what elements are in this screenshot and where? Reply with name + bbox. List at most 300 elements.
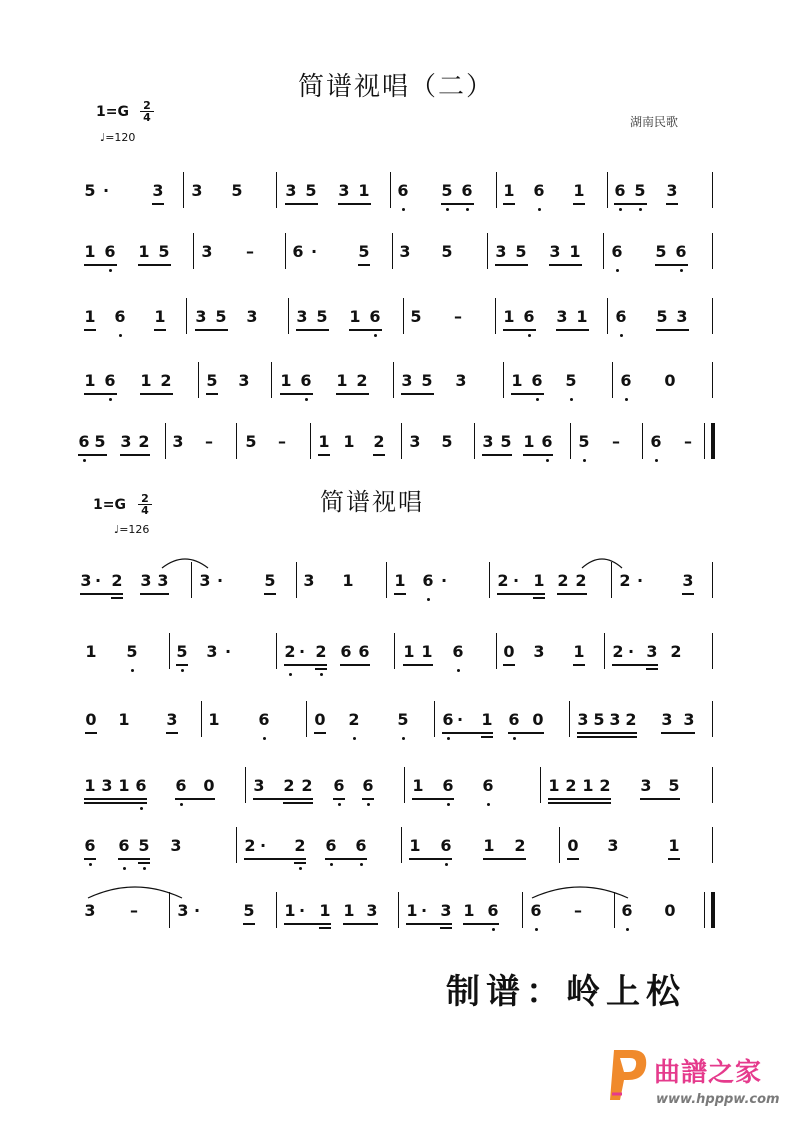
note-glyph: 1	[582, 776, 594, 795]
beam-underline	[138, 264, 171, 266]
barline	[712, 767, 713, 803]
note-glyph: 2	[294, 836, 306, 855]
beam-underline	[394, 593, 406, 595]
tie-arc	[530, 882, 630, 900]
note-glyph: 3	[440, 901, 452, 920]
notation-row	[0, 180, 792, 216]
note-glyph: 5	[565, 371, 577, 390]
note-glyph: 1	[548, 776, 560, 795]
beam-underline	[206, 393, 218, 395]
note-glyph: 0	[532, 710, 544, 729]
note-glyph: 1	[412, 776, 424, 795]
beam-underline	[548, 798, 611, 800]
beam-underline	[111, 597, 123, 599]
beam-underline	[285, 203, 318, 205]
note-glyph: 6	[611, 242, 623, 261]
octave-dot	[181, 669, 184, 672]
octave-dot	[538, 208, 541, 211]
note-glyph: 1	[483, 836, 495, 855]
note-glyph: 1	[394, 571, 406, 590]
octave-dot	[445, 863, 448, 866]
octave-dot	[535, 928, 538, 931]
octave-dot	[320, 673, 323, 676]
note-glyph: 6	[508, 710, 520, 729]
octave-dot	[583, 459, 586, 462]
beam-underline	[315, 668, 327, 670]
octave-dot	[620, 334, 623, 337]
note-glyph: 1	[668, 836, 680, 855]
note-glyph: 2	[625, 710, 637, 729]
note-glyph: 6	[442, 776, 454, 795]
note-glyph: 5	[126, 642, 138, 661]
quarter-note-icon: ♩	[114, 523, 120, 536]
octave-dot	[457, 669, 460, 672]
beam-underline	[441, 203, 474, 205]
tempo-marking: ♩=126	[114, 523, 150, 536]
note-glyph: –	[454, 307, 462, 326]
note-glyph: 6	[650, 432, 662, 451]
beam-underline	[440, 927, 452, 929]
octave-dot	[655, 459, 658, 462]
note-glyph: 2	[284, 642, 296, 661]
beam-underline	[336, 393, 369, 395]
beam-underline	[511, 393, 544, 395]
note-glyph: 5	[243, 901, 255, 920]
beam-underline	[319, 927, 331, 929]
note-glyph: 6	[362, 776, 374, 795]
note-glyph: –	[246, 242, 254, 261]
octave-dot	[330, 863, 333, 866]
octave-dot	[140, 807, 143, 810]
note-glyph: 6	[104, 242, 116, 261]
note-glyph: 3	[666, 181, 678, 200]
note-glyph: 1	[84, 307, 96, 326]
note-glyph: 6	[620, 371, 632, 390]
note-glyph: 1	[343, 901, 355, 920]
barline	[489, 562, 490, 598]
time-signature: 2 4	[140, 100, 154, 123]
beam-underline	[253, 798, 313, 800]
beam-underline	[118, 858, 150, 860]
beam-underline	[243, 923, 255, 925]
note-glyph: 3	[303, 571, 315, 590]
note-glyph: 0	[314, 710, 326, 729]
note-glyph: 5	[634, 181, 646, 200]
note-glyph: 6	[675, 242, 687, 261]
arranger-signature: 制谱：岭上松	[446, 972, 686, 1012]
final-barline	[704, 892, 715, 928]
note-glyph: 2	[557, 571, 569, 590]
barline	[198, 362, 199, 398]
beam-underline	[668, 858, 680, 860]
beam-underline	[333, 798, 345, 800]
note-glyph: 3	[152, 181, 164, 200]
beam-underline	[640, 798, 680, 800]
barline	[276, 172, 277, 208]
note-glyph: 3	[409, 432, 421, 451]
octave-dot	[299, 867, 302, 870]
note-glyph: 3	[172, 432, 184, 451]
barline	[404, 767, 405, 803]
beam-underline	[508, 732, 544, 734]
barline	[603, 233, 604, 269]
note-glyph: 5	[397, 710, 409, 729]
note-glyph: 1	[343, 432, 355, 451]
barline	[271, 362, 272, 398]
note-glyph: 2	[599, 776, 611, 795]
beam-underline	[577, 736, 637, 738]
note-glyph: 5	[410, 307, 422, 326]
beam-underline	[244, 858, 306, 860]
note-glyph: 3	[682, 571, 694, 590]
barline	[495, 298, 496, 334]
barline	[165, 423, 166, 459]
beam-underline	[556, 329, 589, 331]
beam-underline	[84, 802, 147, 804]
barline	[394, 633, 395, 669]
note-glyph: 1	[319, 901, 331, 920]
notation-row	[0, 641, 792, 677]
octave-dot	[367, 803, 370, 806]
tempo-marking: ♩=120	[100, 131, 136, 144]
beam-underline	[314, 732, 326, 734]
barline	[712, 827, 713, 863]
note-glyph: 1	[481, 710, 493, 729]
beam-underline	[661, 732, 695, 734]
note-glyph: 6	[615, 307, 627, 326]
note-glyph: 1	[118, 776, 130, 795]
song-origin: 湖南民歌	[630, 115, 679, 129]
octave-dot	[143, 867, 146, 870]
note-glyph: 3	[455, 371, 467, 390]
beam-underline	[80, 593, 123, 595]
octave-dot	[619, 208, 622, 211]
notation-row	[0, 570, 792, 606]
barline	[403, 298, 404, 334]
note-glyph: 3	[609, 710, 621, 729]
score-title: 简谱视唱	[320, 488, 424, 516]
note-glyph: –	[574, 901, 582, 920]
barline	[201, 701, 202, 737]
note-glyph: 2	[356, 371, 368, 390]
barline	[569, 701, 570, 737]
barline	[401, 827, 402, 863]
note-glyph: 5	[500, 432, 512, 451]
note-glyph: –	[130, 901, 138, 920]
note-glyph: 6	[325, 836, 337, 855]
note-glyph: 1	[85, 642, 97, 661]
beam-underline	[138, 862, 150, 864]
octave-dot	[263, 737, 266, 740]
note-glyph: 5	[441, 432, 453, 451]
beam-underline	[682, 593, 694, 595]
note-glyph: ·	[420, 901, 428, 920]
note-glyph: 5	[138, 836, 150, 855]
note-glyph: 1	[336, 371, 348, 390]
octave-dot	[402, 737, 405, 740]
beam-underline	[403, 664, 433, 666]
note-glyph: 2	[315, 642, 327, 661]
note-glyph: 6	[104, 371, 116, 390]
note-glyph: 3	[238, 371, 250, 390]
note-glyph: 2	[111, 571, 123, 590]
barline	[236, 827, 237, 863]
barline	[712, 233, 713, 269]
octave-dot	[180, 803, 183, 806]
quarter-note-icon: ♩	[100, 131, 106, 144]
note-glyph: 2	[301, 776, 313, 795]
barline	[386, 562, 387, 598]
beam-underline	[84, 798, 147, 800]
note-glyph: 3	[338, 181, 350, 200]
note-glyph: 1	[511, 371, 523, 390]
note-glyph: 1	[409, 836, 421, 855]
notation-row	[0, 900, 792, 936]
note-glyph: 0	[503, 642, 515, 661]
barline	[306, 701, 307, 737]
beam-underline	[481, 736, 493, 738]
note-glyph: 2	[575, 571, 587, 590]
barline	[642, 423, 643, 459]
note-glyph: 3	[683, 710, 695, 729]
note-glyph: 3	[495, 242, 507, 261]
note-glyph: 1	[569, 242, 581, 261]
note-glyph: 6	[118, 836, 130, 855]
note-glyph: 5	[158, 242, 170, 261]
barline	[393, 362, 394, 398]
note-glyph: 6	[541, 432, 553, 451]
note-glyph: 6	[397, 181, 409, 200]
note-glyph: 6	[452, 642, 464, 661]
octave-dot	[616, 269, 619, 272]
note-glyph: 6	[340, 642, 352, 661]
octave-dot	[680, 269, 683, 272]
octave-dot	[109, 269, 112, 272]
beam-underline	[362, 798, 374, 800]
barline	[183, 172, 184, 208]
note-glyph: 1	[573, 181, 585, 200]
note-glyph: 5	[305, 181, 317, 200]
beam-underline	[176, 664, 188, 666]
note-glyph: 5	[84, 181, 96, 200]
note-glyph: 1	[463, 901, 475, 920]
octave-dot	[123, 867, 126, 870]
barline	[474, 423, 475, 459]
note-glyph: 3	[549, 242, 561, 261]
notation-row	[0, 370, 792, 406]
octave-dot	[402, 208, 405, 211]
note-glyph: 1	[84, 776, 96, 795]
beam-underline	[284, 923, 331, 925]
note-glyph: 3	[157, 571, 169, 590]
note-glyph: 5	[441, 242, 453, 261]
octave-dot	[639, 208, 642, 211]
note-glyph: 1	[318, 432, 330, 451]
note-glyph: –	[684, 432, 692, 451]
note-glyph: ·	[298, 901, 306, 920]
note-glyph: ·	[259, 836, 267, 855]
beam-underline	[406, 923, 452, 925]
note-glyph: –	[205, 432, 213, 451]
note-glyph: ·	[440, 571, 448, 590]
tie-arc	[160, 554, 210, 570]
barline	[236, 423, 237, 459]
barline	[614, 892, 615, 928]
site-url: www.hpppw.com	[656, 1092, 780, 1107]
barline	[559, 827, 560, 863]
octave-dot	[626, 928, 629, 931]
beam-underline	[646, 668, 658, 670]
note-glyph: 6	[531, 371, 543, 390]
note-glyph: –	[612, 432, 620, 451]
note-glyph: 2	[160, 371, 172, 390]
note-glyph: 3	[170, 836, 182, 855]
note-glyph: 1	[533, 571, 545, 590]
note-glyph: 5	[206, 371, 218, 390]
note-glyph: 5	[94, 432, 106, 451]
beam-underline	[140, 393, 173, 395]
octave-dot	[446, 208, 449, 211]
beam-underline	[612, 664, 658, 666]
note-glyph: ·	[193, 901, 201, 920]
octave-dot	[466, 208, 469, 211]
barline	[496, 633, 497, 669]
note-glyph: 2	[138, 432, 150, 451]
barline	[398, 892, 399, 928]
beam-underline	[296, 329, 329, 331]
note-glyph: 1	[208, 710, 220, 729]
beam-underline	[577, 732, 637, 734]
note-glyph: 3	[533, 642, 545, 661]
barline	[169, 633, 170, 669]
octave-dot	[131, 669, 134, 672]
note-glyph: 5	[231, 181, 243, 200]
note-glyph: 3	[195, 307, 207, 326]
beam-underline	[264, 593, 276, 595]
note-glyph: 6	[258, 710, 270, 729]
note-glyph: 2	[612, 642, 624, 661]
barline	[401, 423, 402, 459]
note-glyph: 1	[140, 371, 152, 390]
beam-underline	[152, 203, 164, 205]
note-glyph: 1	[349, 307, 361, 326]
key-signature: 1=G	[96, 104, 129, 120]
barline	[611, 562, 612, 598]
note-glyph: 1	[84, 371, 96, 390]
note-glyph: 3	[246, 307, 258, 326]
beam-underline	[84, 393, 117, 395]
beam-underline	[325, 858, 367, 860]
note-glyph: 2	[514, 836, 526, 855]
beam-underline	[497, 593, 545, 595]
beam-underline	[614, 203, 647, 205]
note-glyph: 0	[567, 836, 579, 855]
note-glyph: 1	[118, 710, 130, 729]
note-glyph: 3	[640, 776, 652, 795]
beam-underline	[349, 329, 382, 331]
key-signature: 1=G	[93, 497, 126, 513]
note-glyph: 5	[358, 242, 370, 261]
barline	[570, 423, 571, 459]
note-glyph: 1	[503, 181, 515, 200]
beam-underline	[503, 329, 536, 331]
beam-underline	[84, 858, 96, 860]
octave-dot	[427, 598, 430, 601]
note-glyph: 1	[403, 642, 415, 661]
barline	[503, 362, 504, 398]
beam-underline	[482, 454, 512, 456]
beam-underline	[284, 664, 327, 666]
note-glyph: 6	[135, 776, 147, 795]
barline	[540, 767, 541, 803]
note-glyph: 3	[253, 776, 265, 795]
barline	[487, 233, 488, 269]
octave-dot	[338, 803, 341, 806]
note-glyph: 3	[177, 901, 189, 920]
note-glyph: ·	[94, 571, 102, 590]
beam-underline	[120, 454, 150, 456]
note-glyph: 6	[300, 371, 312, 390]
beam-underline	[154, 329, 166, 331]
beam-underline	[140, 593, 169, 595]
note-glyph: 3	[199, 571, 211, 590]
note-glyph: 2	[283, 776, 295, 795]
octave-dot	[289, 673, 292, 676]
note-glyph: 1	[284, 901, 296, 920]
time-signature: 2 4	[138, 493, 152, 516]
note-glyph: ·	[636, 571, 644, 590]
note-glyph: 3	[661, 710, 673, 729]
note-glyph: 6	[442, 710, 454, 729]
note-glyph: 3	[191, 181, 203, 200]
octave-dot	[305, 398, 308, 401]
note-glyph: 6	[84, 836, 96, 855]
barline	[712, 562, 713, 598]
note-glyph: 5	[245, 432, 257, 451]
note-glyph: –	[278, 432, 286, 451]
beam-underline	[463, 923, 499, 925]
note-glyph: 3	[366, 901, 378, 920]
note-glyph: 6	[422, 571, 434, 590]
note-glyph: 3	[84, 901, 96, 920]
note-glyph: ·	[310, 242, 318, 261]
octave-dot	[374, 334, 377, 337]
tie-arc	[580, 554, 624, 570]
barline	[390, 172, 391, 208]
note-glyph: 5	[441, 181, 453, 200]
note-glyph: 1	[342, 571, 354, 590]
beam-underline	[442, 732, 493, 734]
note-glyph: 6	[78, 432, 90, 451]
barline	[612, 362, 613, 398]
beam-underline	[78, 454, 107, 456]
note-glyph: 3	[676, 307, 688, 326]
note-glyph: 3	[577, 710, 589, 729]
note-glyph: 3	[401, 371, 413, 390]
beam-underline	[495, 264, 528, 266]
note-glyph: 1	[573, 642, 585, 661]
note-glyph: 3	[140, 571, 152, 590]
barline	[496, 172, 497, 208]
notation-row	[0, 306, 792, 342]
note-glyph: 2	[348, 710, 360, 729]
octave-dot	[487, 803, 490, 806]
note-glyph: 1	[576, 307, 588, 326]
barline	[712, 633, 713, 669]
note-glyph: 5	[578, 432, 590, 451]
note-glyph: 5	[215, 307, 227, 326]
note-glyph: ·	[627, 642, 635, 661]
